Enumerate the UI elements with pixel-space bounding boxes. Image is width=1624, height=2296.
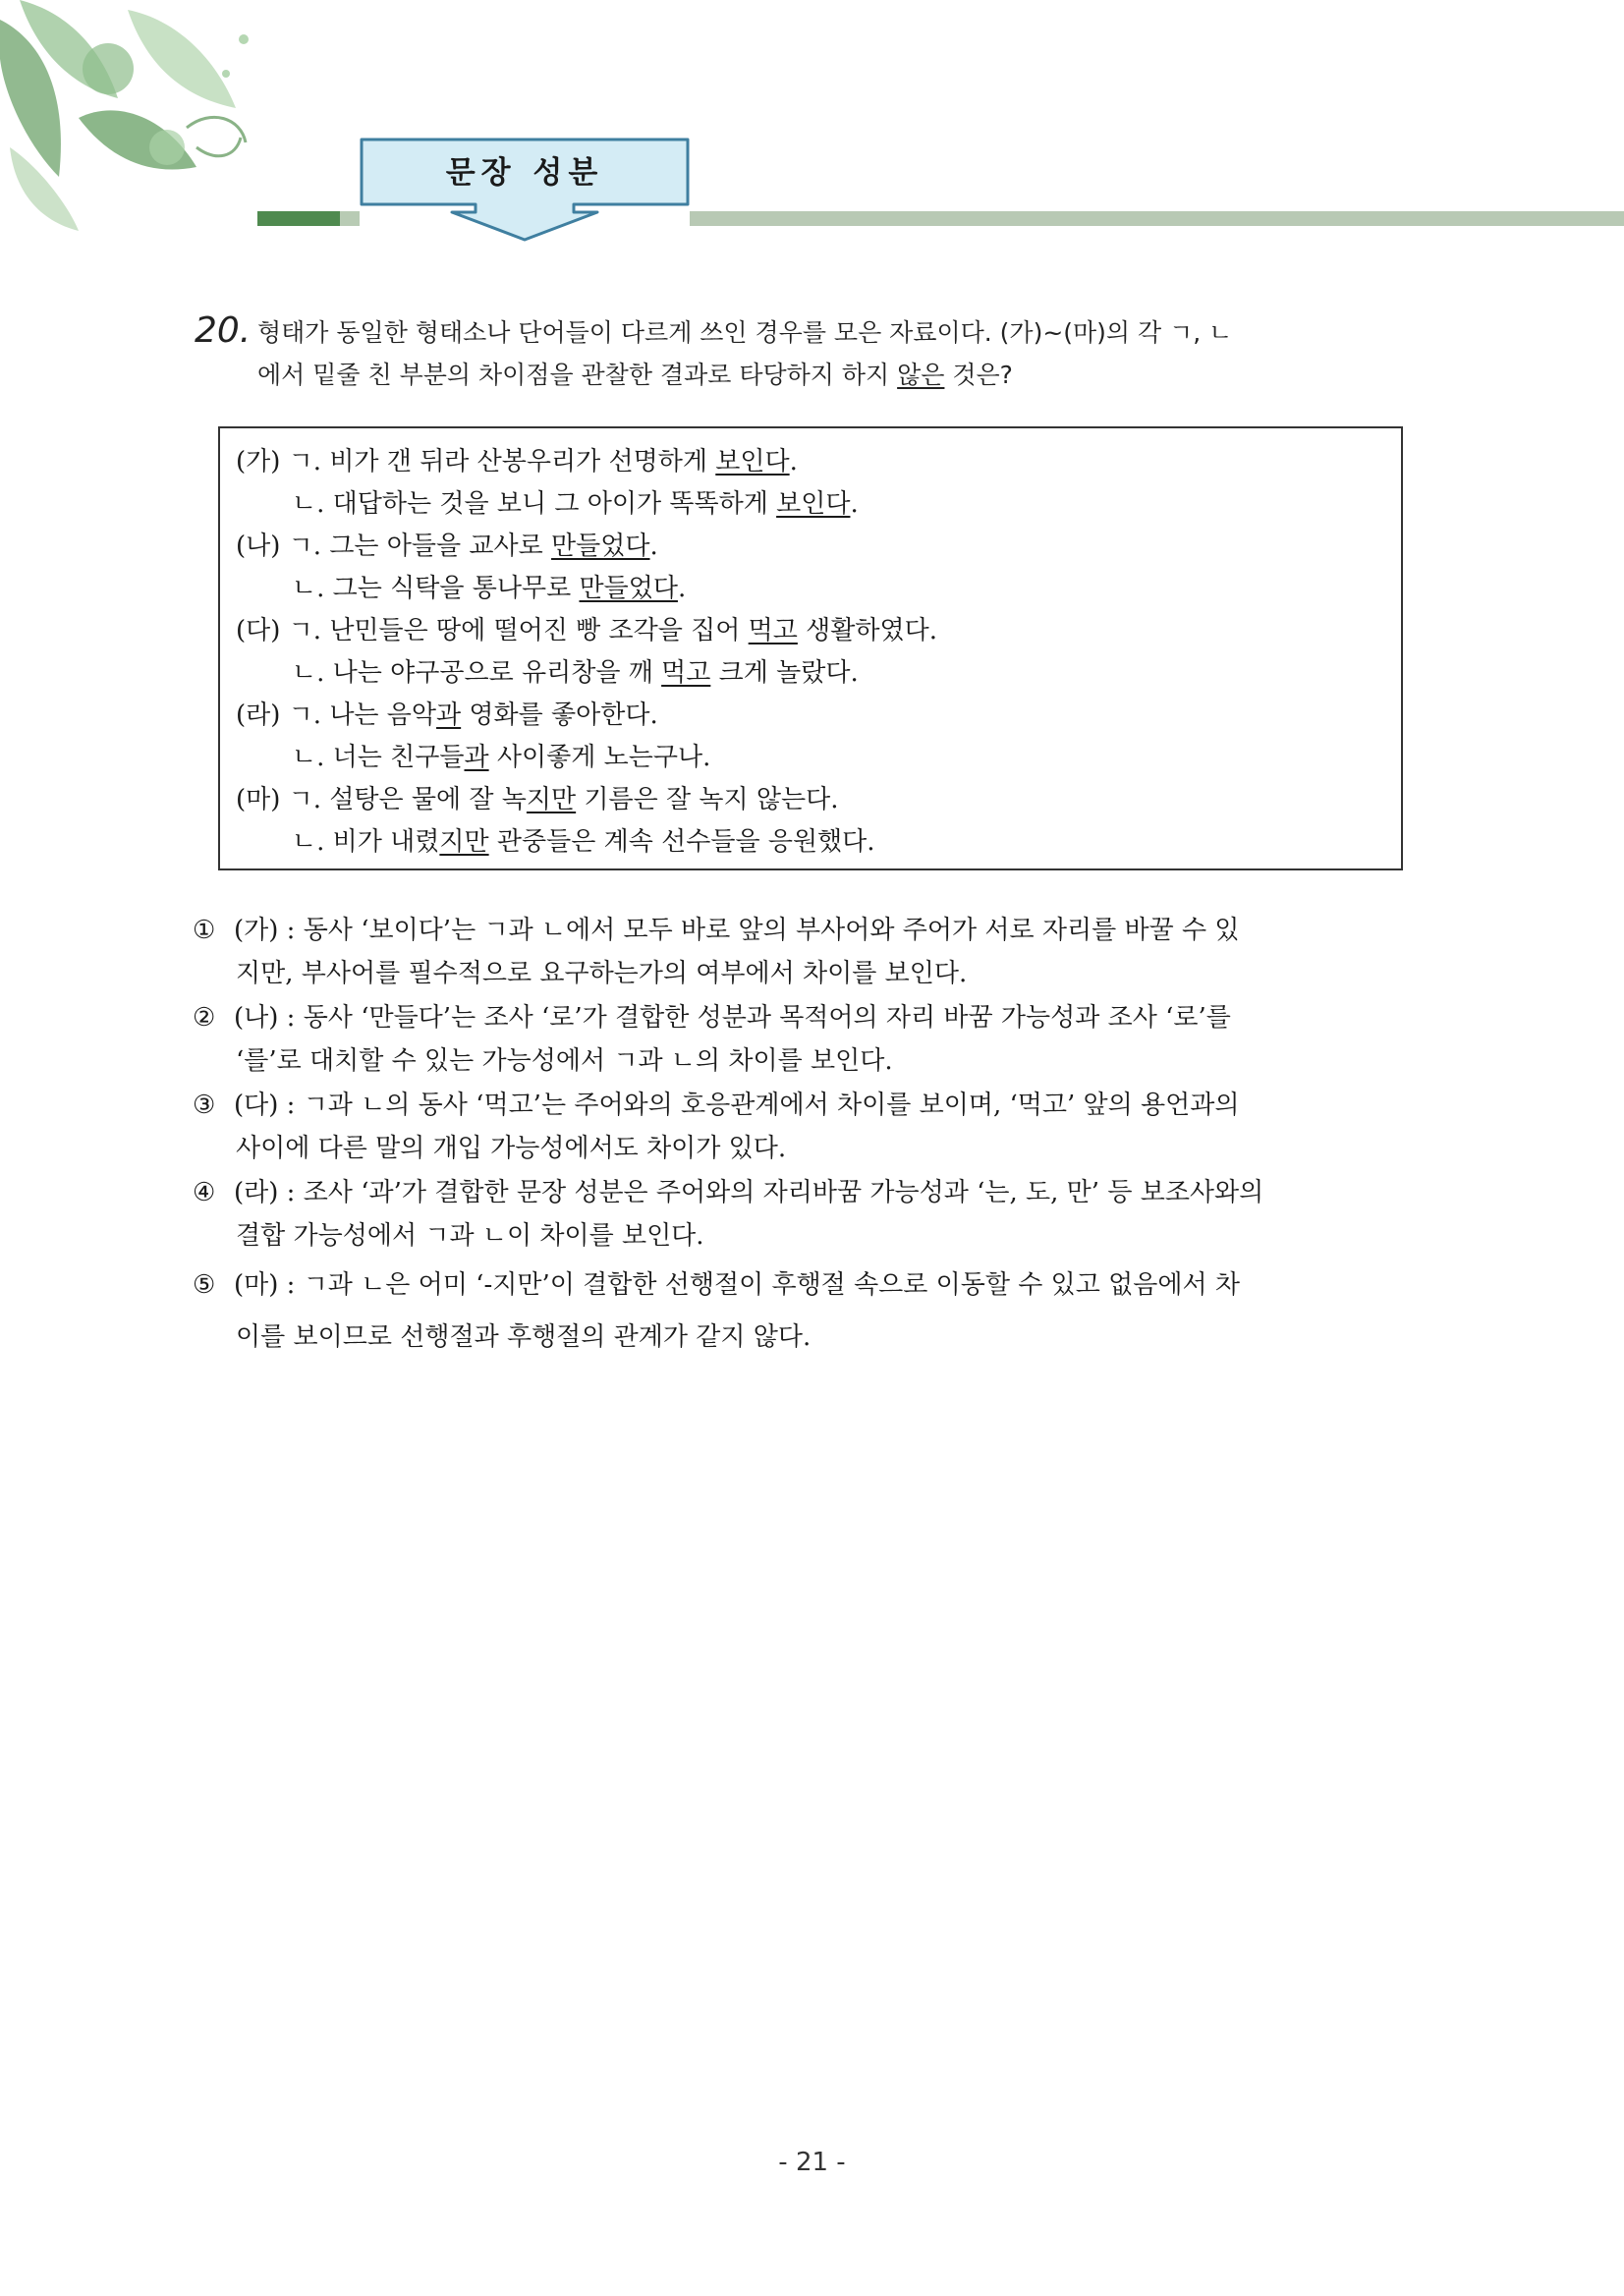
option-text-line1: (다) : ㄱ과 ㄴ의 동사 ‘먹고’는 주어와의 호응관계에서 차이를 보이며, ‘먹고’ 앞의 용언과의 [234, 1091, 1240, 1120]
page-number: - 21 - [778, 2148, 846, 2177]
header-bar-right [690, 211, 1624, 226]
example-line: (나) ㄱ. 그는 아들을 교사로 만들었다. [236, 532, 658, 561]
option-text-line1: (나) : 동사 ‘만들다’는 조사 ‘로’가 결합한 성분과 목적어의 자리 바꿈 가능성과 조사 ‘로’를 [234, 1003, 1231, 1033]
header-bar-light [340, 211, 360, 226]
option-text-line2: ‘를’로 대치할 수 있는 가능성에서 ㄱ과 ㄴ의 차이를 보인다. [236, 1046, 893, 1076]
example-line: (마) ㄱ. 설탕은 물에 잘 녹지만 기름은 잘 녹지 않는다. [236, 785, 839, 814]
leaf-ornament-icon [0, 0, 265, 236]
question-emphasis: 않은 [897, 361, 945, 389]
example-line: (라) ㄱ. 나는 음악과 영화를 좋아한다. [236, 700, 658, 730]
example-line: ㄴ. 너는 친구들과 사이좋게 노는구나. [292, 743, 711, 772]
example-line: ㄴ. 대답하는 것을 보니 그 아이가 똑똑하게 보인다. [292, 489, 859, 519]
option-number: ② [193, 1003, 216, 1033]
question-text-line2: 에서 밑줄 친 부분의 차이점을 관찰한 결과로 타당하지 하지 않은 것은? [257, 361, 1013, 389]
option-number: ④ [193, 1178, 216, 1207]
option-number: ① [193, 916, 216, 945]
example-line: ㄴ. 비가 내렸지만 관중들은 계속 선수들을 응원했다. [292, 827, 875, 857]
section-title: 문장 성분 [445, 155, 604, 191]
option-text-line2: 이를 보이므로 선행절과 후행절의 관계가 같지 않다. [236, 1322, 812, 1352]
option-text-line1: (가) : 동사 ‘보이다’는 ㄱ과 ㄴ에서 모두 바로 앞의 부사어와 주어가 서로 자리를 바꿀 수 있 [234, 916, 1240, 945]
question-text-line1: 형태가 동일한 형태소나 단어들이 다르게 쓰인 경우를 모은 자료이다. (가)~(마)의 각 ㄱ, ㄴ [257, 318, 1233, 347]
example-line: (가) ㄱ. 비가 갠 뒤라 산봉우리가 선명하게 보인다. [236, 447, 798, 476]
header-bar-dark [257, 211, 340, 226]
question-number: 20. [195, 310, 252, 351]
example-line: ㄴ. 그는 식탁을 통나무로 만들었다. [292, 574, 687, 603]
option-text-line2: 사이에 다른 말의 개입 가능성에서도 차이가 있다. [236, 1134, 787, 1163]
option-text-line1: (라) : 조사 ‘과’가 결합한 문장 성분은 주어와의 자리바꿈 가능성과 ‘는, 도, 만’ 등 보조사와의 [234, 1178, 1264, 1207]
option-number: ③ [193, 1091, 216, 1120]
option-text-line1: (마) : ㄱ과 ㄴ은 어미 ‘-지만’이 결합한 선행절이 후행절 속으로 이동할 수 있고 없음에서 차 [234, 1270, 1241, 1300]
example-line: ㄴ. 나는 야구공으로 유리창을 깨 먹고 크게 놀랐다. [292, 658, 859, 688]
example-line: (다) ㄱ. 난민들은 땅에 떨어진 빵 조각을 집어 먹고 생활하였다. [236, 616, 938, 645]
option-text-line2: 지만, 부사어를 필수적으로 요구하는가의 여부에서 차이를 보인다. [236, 959, 968, 988]
option-number: ⑤ [193, 1270, 216, 1300]
option-text-line2: 결합 가능성에서 ㄱ과 ㄴ이 차이를 보인다. [236, 1221, 704, 1251]
